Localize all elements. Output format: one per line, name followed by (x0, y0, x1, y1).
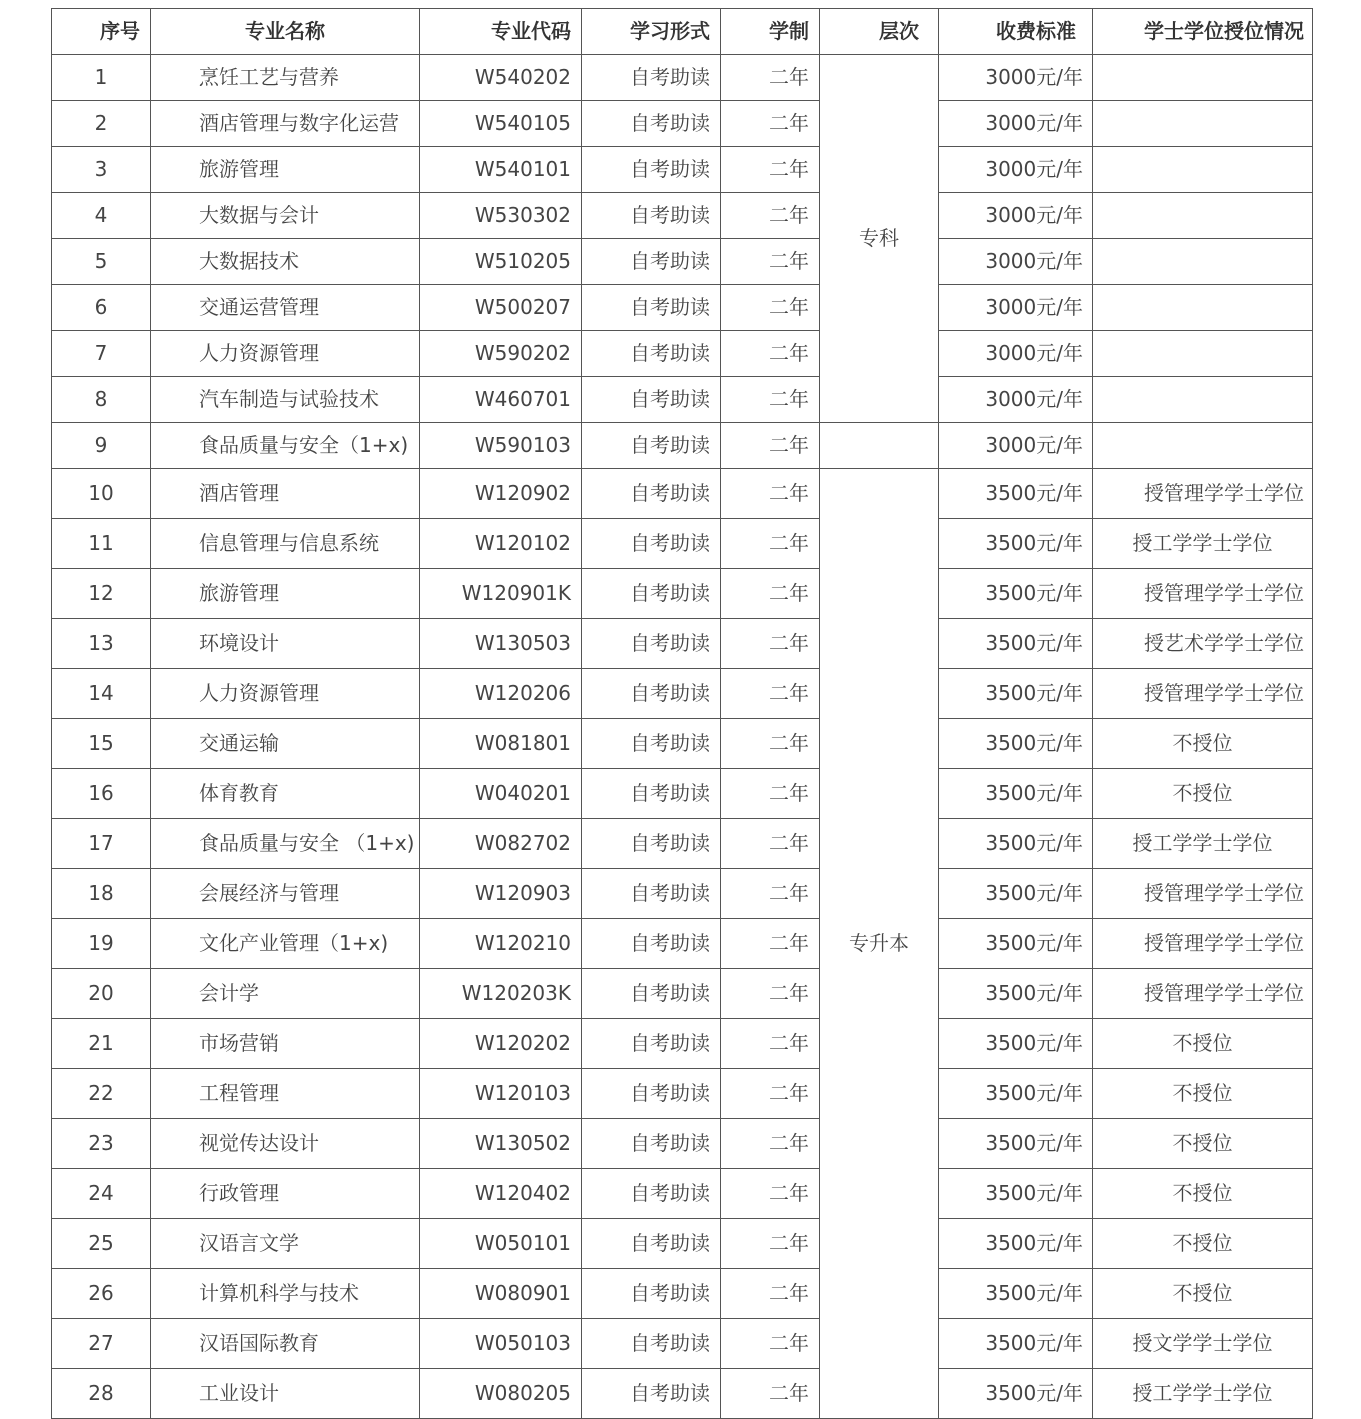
program-name: 环境设计 (151, 619, 420, 669)
table-row (52, 55, 1313, 101)
study-form: 自考助读 (582, 423, 721, 469)
table-row (52, 619, 1313, 669)
study-form: 自考助读 (582, 239, 721, 285)
study-form: 自考助读 (582, 919, 721, 969)
table-row (52, 469, 1313, 519)
fee-standard: 3500元/年 (939, 1319, 1093, 1369)
program-name: 旅游管理 (151, 569, 420, 619)
fee-standard: 3000元/年 (939, 377, 1093, 423)
program-code: W120402 (420, 1169, 582, 1219)
study-form: 自考助读 (582, 285, 721, 331)
study-form: 自考助读 (582, 1069, 721, 1119)
table-body (52, 55, 1313, 1419)
table-row (52, 769, 1313, 819)
table-row (52, 869, 1313, 919)
degree-status (1093, 193, 1313, 239)
program-table (51, 8, 1313, 1419)
program-code: W540101 (420, 147, 582, 193)
study-form: 自考助读 (582, 147, 721, 193)
fee-standard: 3500元/年 (939, 519, 1093, 569)
program-code: W080901 (420, 1269, 582, 1319)
table-row (52, 285, 1313, 331)
header-no: 序号 (52, 9, 151, 55)
row-number: 3 (52, 147, 151, 193)
table-row (52, 1119, 1313, 1169)
study-years: 二年 (721, 719, 820, 769)
study-form: 自考助读 (582, 1019, 721, 1069)
degree-status: 授管理学学士学位 (1093, 469, 1313, 519)
program-name: 酒店管理与数字化运营 (151, 101, 420, 147)
row-number: 19 (52, 919, 151, 969)
program-code: W590103 (420, 423, 582, 469)
degree-status: 不授位 (1093, 769, 1313, 819)
table-row (52, 669, 1313, 719)
study-form: 自考助读 (582, 1269, 721, 1319)
program-code: W120103 (420, 1069, 582, 1119)
study-years: 二年 (721, 519, 820, 569)
program-code: W530302 (420, 193, 582, 239)
row-number: 2 (52, 101, 151, 147)
program-code: W120203K (420, 969, 582, 1019)
program-code: W500207 (420, 285, 582, 331)
program-table-container (51, 8, 1312, 1419)
program-code: W590202 (420, 331, 582, 377)
program-name: 市场营销 (151, 1019, 420, 1069)
study-years: 二年 (721, 1319, 820, 1369)
degree-status: 不授位 (1093, 1069, 1313, 1119)
study-form: 自考助读 (582, 819, 721, 869)
fee-standard: 3500元/年 (939, 869, 1093, 919)
row-number: 4 (52, 193, 151, 239)
degree-status: 授管理学学士学位 (1093, 919, 1313, 969)
table-row (52, 819, 1313, 869)
study-form: 自考助读 (582, 377, 721, 423)
degree-status (1093, 55, 1313, 101)
degree-status (1093, 147, 1313, 193)
degree-status (1093, 239, 1313, 285)
fee-standard: 3500元/年 (939, 619, 1093, 669)
row-number: 11 (52, 519, 151, 569)
study-form: 自考助读 (582, 669, 721, 719)
fee-standard: 3500元/年 (939, 1019, 1093, 1069)
table-row (52, 1219, 1313, 1269)
level-zhuanke-cell: 专科 (820, 55, 939, 423)
degree-status: 授管理学学士学位 (1093, 669, 1313, 719)
header-years: 学制 (721, 9, 820, 55)
program-name: 会展经济与管理 (151, 869, 420, 919)
row-number: 15 (52, 719, 151, 769)
fee-standard: 3500元/年 (939, 1369, 1093, 1419)
table-row (52, 719, 1313, 769)
row-number: 5 (52, 239, 151, 285)
level-empty-cell (820, 423, 939, 469)
program-name: 文化产业管理（1+x) (151, 919, 420, 969)
program-name: 大数据技术 (151, 239, 420, 285)
row-number: 20 (52, 969, 151, 1019)
table-row (52, 147, 1313, 193)
study-years: 二年 (721, 423, 820, 469)
study-years: 二年 (721, 239, 820, 285)
study-form: 自考助读 (582, 769, 721, 819)
program-name: 视觉传达设计 (151, 1119, 420, 1169)
table-row (52, 239, 1313, 285)
study-form: 自考助读 (582, 1119, 721, 1169)
program-name: 交通运营管理 (151, 285, 420, 331)
program-code: W130503 (420, 619, 582, 669)
table-row (52, 1369, 1313, 1419)
fee-standard: 3500元/年 (939, 1269, 1093, 1319)
table-row (52, 919, 1313, 969)
program-name: 食品质量与安全 （1+x) (151, 819, 420, 869)
study-form: 自考助读 (582, 1219, 721, 1269)
study-form: 自考助读 (582, 1169, 721, 1219)
study-form: 自考助读 (582, 331, 721, 377)
degree-status (1093, 285, 1313, 331)
fee-standard: 3500元/年 (939, 1069, 1093, 1119)
study-form: 自考助读 (582, 619, 721, 669)
program-code: W540105 (420, 101, 582, 147)
study-years: 二年 (721, 1119, 820, 1169)
study-years: 二年 (721, 147, 820, 193)
study-years: 二年 (721, 377, 820, 423)
row-number: 21 (52, 1019, 151, 1069)
program-name: 行政管理 (151, 1169, 420, 1219)
fee-standard: 3500元/年 (939, 1169, 1093, 1219)
study-years: 二年 (721, 1219, 820, 1269)
row-number: 1 (52, 55, 151, 101)
row-number: 9 (52, 423, 151, 469)
program-name: 人力资源管理 (151, 669, 420, 719)
degree-status: 授管理学学士学位 (1093, 569, 1313, 619)
row-number: 26 (52, 1269, 151, 1319)
program-code: W120210 (420, 919, 582, 969)
degree-status: 授工学学士学位 (1093, 519, 1313, 569)
program-code: W040201 (420, 769, 582, 819)
degree-status: 授工学学士学位 (1093, 819, 1313, 869)
fee-standard: 3000元/年 (939, 193, 1093, 239)
degree-status: 不授位 (1093, 1269, 1313, 1319)
fee-standard: 3000元/年 (939, 331, 1093, 377)
row-number: 22 (52, 1069, 151, 1119)
fee-standard: 3500元/年 (939, 1119, 1093, 1169)
degree-status: 不授位 (1093, 1119, 1313, 1169)
fee-standard: 3500元/年 (939, 819, 1093, 869)
study-years: 二年 (721, 1369, 820, 1419)
header-fee: 收费标准 (939, 9, 1093, 55)
study-form: 自考助读 (582, 719, 721, 769)
study-form: 自考助读 (582, 469, 721, 519)
row-number: 18 (52, 869, 151, 919)
program-name: 酒店管理 (151, 469, 420, 519)
study-form: 自考助读 (582, 55, 721, 101)
fee-standard: 3000元/年 (939, 423, 1093, 469)
program-name: 旅游管理 (151, 147, 420, 193)
program-code: W130502 (420, 1119, 582, 1169)
study-form: 自考助读 (582, 1369, 721, 1419)
row-number: 16 (52, 769, 151, 819)
degree-status: 不授位 (1093, 719, 1313, 769)
study-years: 二年 (721, 331, 820, 377)
degree-status (1093, 101, 1313, 147)
study-years: 二年 (721, 819, 820, 869)
table-row (52, 1319, 1313, 1369)
fee-standard: 3000元/年 (939, 239, 1093, 285)
study-years: 二年 (721, 1069, 820, 1119)
program-name: 人力资源管理 (151, 331, 420, 377)
degree-status (1093, 331, 1313, 377)
table-row (52, 1269, 1313, 1319)
program-name: 食品质量与安全（1+x) (151, 423, 420, 469)
row-number: 28 (52, 1369, 151, 1419)
study-form: 自考助读 (582, 1319, 721, 1369)
program-name: 汉语言文学 (151, 1219, 420, 1269)
study-years: 二年 (721, 1169, 820, 1219)
fee-standard: 3500元/年 (939, 469, 1093, 519)
row-number: 8 (52, 377, 151, 423)
program-name: 汽车制造与试验技术 (151, 377, 420, 423)
row-number: 17 (52, 819, 151, 869)
row-number: 23 (52, 1119, 151, 1169)
study-years: 二年 (721, 569, 820, 619)
program-name: 会计学 (151, 969, 420, 1019)
degree-status: 不授位 (1093, 1169, 1313, 1219)
table-row (52, 519, 1313, 569)
fee-standard: 3500元/年 (939, 969, 1093, 1019)
table-row (52, 331, 1313, 377)
study-years: 二年 (721, 1019, 820, 1069)
study-years: 二年 (721, 101, 820, 147)
study-years: 二年 (721, 669, 820, 719)
row-number: 12 (52, 569, 151, 619)
program-name: 工业设计 (151, 1369, 420, 1419)
degree-status (1093, 377, 1313, 423)
fee-standard: 3500元/年 (939, 1219, 1093, 1269)
table-row (52, 1019, 1313, 1069)
study-years: 二年 (721, 969, 820, 1019)
study-years: 二年 (721, 193, 820, 239)
header-code: 专业代码 (420, 9, 582, 55)
program-code: W510205 (420, 239, 582, 285)
program-name: 计算机科学与技术 (151, 1269, 420, 1319)
study-form: 自考助读 (582, 101, 721, 147)
program-code: W120202 (420, 1019, 582, 1069)
program-code: W120902 (420, 469, 582, 519)
degree-status: 授艺术学学士学位 (1093, 619, 1313, 669)
study-form: 自考助读 (582, 869, 721, 919)
row-number: 7 (52, 331, 151, 377)
table-row (52, 569, 1313, 619)
header-degree: 学士学位授位情况 (1093, 9, 1313, 55)
program-code: W050103 (420, 1319, 582, 1369)
program-code: W082702 (420, 819, 582, 869)
fee-standard: 3000元/年 (939, 101, 1093, 147)
program-code: W050101 (420, 1219, 582, 1269)
program-code: W120102 (420, 519, 582, 569)
degree-status: 授工学学士学位 (1093, 1369, 1313, 1419)
program-name: 信息管理与信息系统 (151, 519, 420, 569)
table-row (52, 423, 1313, 469)
program-code: W120206 (420, 669, 582, 719)
table-row (52, 193, 1313, 239)
degree-status: 授文学学士学位 (1093, 1319, 1313, 1369)
program-name: 工程管理 (151, 1069, 420, 1119)
program-code: W460701 (420, 377, 582, 423)
row-number: 25 (52, 1219, 151, 1269)
row-number: 13 (52, 619, 151, 669)
table-row (52, 969, 1313, 1019)
degree-status: 不授位 (1093, 1019, 1313, 1069)
fee-standard: 3500元/年 (939, 569, 1093, 619)
study-years: 二年 (721, 469, 820, 519)
program-name: 汉语国际教育 (151, 1319, 420, 1369)
study-form: 自考助读 (582, 969, 721, 1019)
table-row (52, 1169, 1313, 1219)
degree-status: 授管理学学士学位 (1093, 869, 1313, 919)
program-code: W120901K (420, 569, 582, 619)
table-row (52, 101, 1313, 147)
study-years: 二年 (721, 919, 820, 969)
program-code: W120903 (420, 869, 582, 919)
fee-standard: 3500元/年 (939, 669, 1093, 719)
study-years: 二年 (721, 55, 820, 101)
row-number: 6 (52, 285, 151, 331)
degree-status: 不授位 (1093, 1219, 1313, 1269)
program-code: W540202 (420, 55, 582, 101)
program-name: 体育教育 (151, 769, 420, 819)
table-row (52, 1069, 1313, 1119)
header-form: 学习形式 (582, 9, 721, 55)
fee-standard: 3000元/年 (939, 55, 1093, 101)
program-name: 大数据与会计 (151, 193, 420, 239)
program-name: 烹饪工艺与营养 (151, 55, 420, 101)
study-years: 二年 (721, 769, 820, 819)
study-years: 二年 (721, 285, 820, 331)
program-code: W081801 (420, 719, 582, 769)
degree-status (1093, 423, 1313, 469)
row-number: 14 (52, 669, 151, 719)
study-form: 自考助读 (582, 519, 721, 569)
program-name: 交通运输 (151, 719, 420, 769)
fee-standard: 3500元/年 (939, 919, 1093, 969)
fee-standard: 3000元/年 (939, 285, 1093, 331)
fee-standard: 3500元/年 (939, 719, 1093, 769)
study-years: 二年 (721, 1269, 820, 1319)
study-form: 自考助读 (582, 193, 721, 239)
table-header-row (52, 9, 1313, 55)
fee-standard: 3000元/年 (939, 147, 1093, 193)
header-name: 专业名称 (151, 9, 420, 55)
study-years: 二年 (721, 619, 820, 669)
header-level: 层次 (820, 9, 939, 55)
row-number: 10 (52, 469, 151, 519)
level-zhuanshengben-cell: 专升本 (820, 469, 939, 1419)
row-number: 24 (52, 1169, 151, 1219)
program-code: W080205 (420, 1369, 582, 1419)
study-form: 自考助读 (582, 569, 721, 619)
row-number: 27 (52, 1319, 151, 1369)
degree-status: 授管理学学士学位 (1093, 969, 1313, 1019)
table-row (52, 377, 1313, 423)
fee-standard: 3500元/年 (939, 769, 1093, 819)
study-years: 二年 (721, 869, 820, 919)
